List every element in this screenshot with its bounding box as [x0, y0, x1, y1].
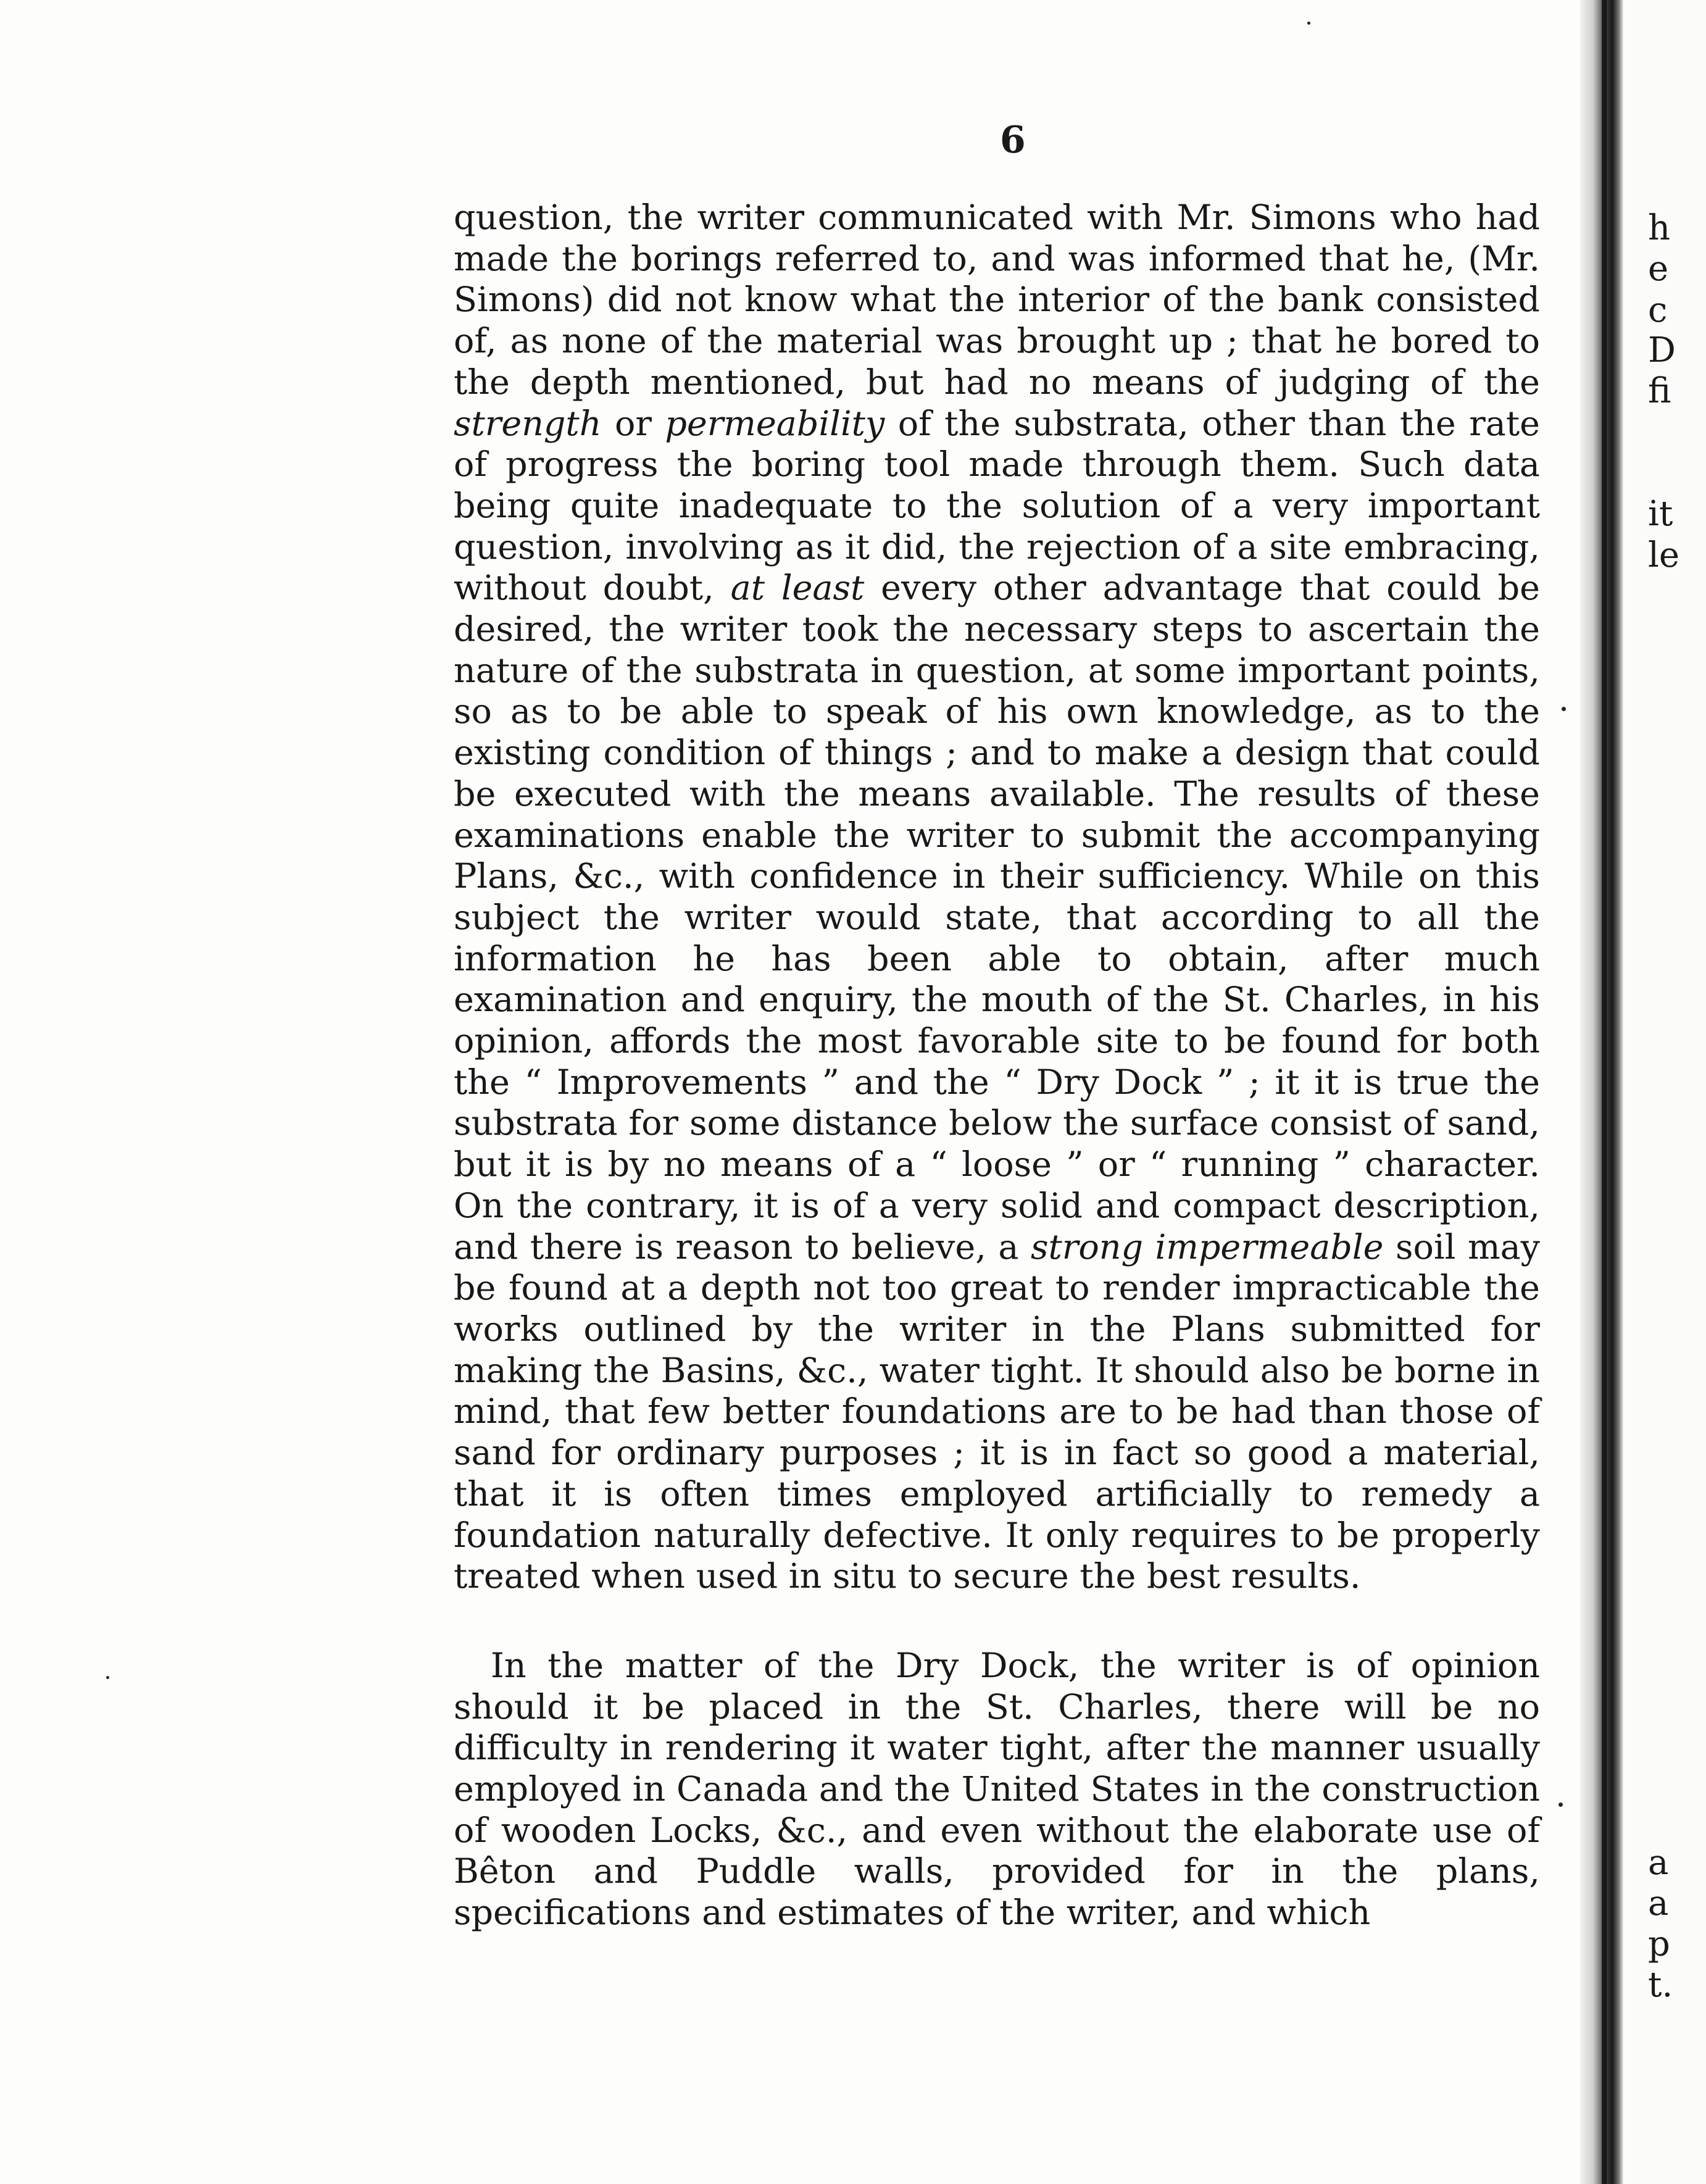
text-run: question, the writer communicated with Mr. Simons who had made the borings referred to, and was informed that he, (Mr. Simons) did not know what the interior of the bank consisted of, as none of the material was brought up ; that he bored to the depth mentioned, but had no means of judging of the	[454, 198, 1540, 402]
emphasis-text: strength	[454, 403, 602, 444]
body-text	[454, 198, 1540, 1934]
paragraph-1	[454, 198, 1540, 1598]
adjacent-fragment: a	[1648, 1883, 1669, 1924]
adjacent-page-edge	[1623, 0, 1706, 2184]
page-number: 6	[1000, 119, 1026, 162]
scan-speck	[1307, 22, 1310, 25]
page-edge	[1602, 0, 1607, 2184]
text-run: or	[601, 403, 665, 444]
scan-speck	[1562, 707, 1566, 711]
adjacent-fragment: it	[1648, 494, 1673, 534]
adjacent-fragment: t.	[1648, 1965, 1673, 2005]
text-run: soil may be found at a depth not too great to render impracticable the works outlined by the writer in the Plans submitted for making the Basins, &c., water tight. It should also be borne in mind, that few better foundations are to be had than those of sand for ordinary purposes ; it is in fact so good a material, that it is often times employed artificially to remedy a foundation naturally defective. It only requires to be properly treated when used in situ to secure the best results.	[454, 1227, 1541, 1597]
adjacent-fragment: fi	[1648, 371, 1671, 411]
text-run: In the matter of the Dry Dock, the writer is of opinion should it be placed in the St. Charles, there will be no difficulty in rendering it water tight, after the manner usually employed in Canada and the United States in the construction of wooden Locks, &c., and even without the elaborate use of Bêton and Puddle walls, provided for in the plans, specifications and estimates of the writer, and which	[454, 1645, 1540, 1933]
emphasis-text: at least	[730, 568, 865, 609]
adjacent-fragment: le	[1648, 535, 1680, 575]
scan-speck	[106, 1676, 109, 1679]
text-run: every other advantage that could be desired, the writer took the necessary steps to ascertain the nature of the substrata in question, at some important points, so as to be able to speak of his own knowledge, as to the existing condition of things ; and to make a design that could be executed with the means available. The results of these examinations enable the writer to submit the accompanying Plans, &c., with confidence in their sufficiency. While on this subject the writer would state, that according to all the information he has been able to obtain, after much examination and enquiry, the mouth of the St. Charles, in his opinion, affords the most favorable site to be found for both the “ Improvements ” and the “ Dry Dock ” ; it it is true the substrata for some distance below the surface consist of sand, but it is by no means of a “ loose ” or “ running ” character. On the contrary, it is of a very solid and compact description, and there is reason to believe, a	[454, 568, 1540, 1267]
paragraph-2	[454, 1646, 1540, 1934]
text-run: of the substrata, other than the rate of progress the boring tool made through them. Such data being quite inadequate to the solution of a very important question, involving as it did, the rejection of a site embracing, without doubt,	[454, 403, 1540, 609]
emphasis-text: permeability	[665, 403, 885, 444]
adjacent-fragment: p	[1648, 1924, 1670, 1964]
adjacent-fragment: e	[1648, 249, 1669, 289]
adjacent-fragment: h	[1648, 208, 1671, 248]
adjacent-fragment: c	[1648, 290, 1668, 330]
adjacent-fragment: D	[1648, 330, 1676, 370]
adjacent-fragment: a	[1648, 1843, 1669, 1883]
scan-speck	[1558, 1803, 1563, 1807]
emphasis-text: strong impermeable	[1031, 1227, 1384, 1267]
